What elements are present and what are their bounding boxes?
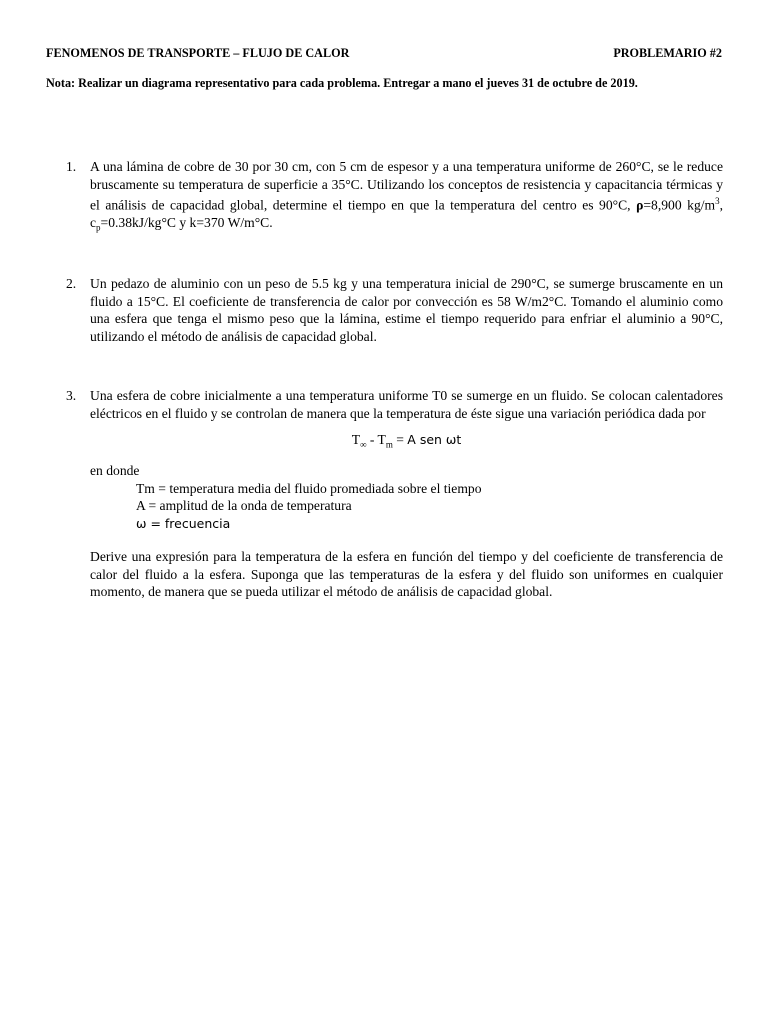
course-title: FENOMENOS DE TRANSPORTE – FLUJO DE CALOR (46, 46, 350, 60)
problem-1-text: A una lámina de cobre de 30 por 30 cm, con 5 cm de espesor y a una temperatura uniforme de 260°C, se le reduce bruscamente su temperatura de superficie a 35°C. Utilizando los conceptos de resistencia y capacitancia térmicas y el análisis de capacidad global, determine el tiempo en que la temperatura del centro es 90°C, (90, 159, 723, 213)
problem-1 (66, 158, 723, 237)
cp-subscript: p (96, 222, 101, 233)
problem-set-title: PROBLEMARIO #2 (613, 46, 722, 60)
definition-omega: ω = frecuencia (136, 515, 231, 531)
cp-prefix: , c (90, 197, 723, 231)
density-symbol: ρ (636, 197, 644, 213)
problem-1-properties: =0.38kJ/kg°C y k=370 W/m°C. (100, 215, 273, 231)
problem-text (90, 158, 723, 237)
instructions-note: Nota: Realizar un diagrama representativo para cada problema. Entregar a mano el jueves 31 de octubre de 2019. (46, 76, 638, 90)
definitions-list (136, 480, 723, 533)
problem-number: 1. (66, 159, 77, 174)
definition-a: A = amplitud de la onda de temperatura (136, 498, 352, 514)
problem-3 (66, 387, 723, 601)
minus-tm: - T (366, 432, 386, 447)
problem-3-intro: Una esfera de cobre inicialmente a una temperatura uniforme T0 se sumerge en un fluido. Se colocan calentadores eléctricos en el fluido y se controlan de manera que la temperatura de éste sigue una variación periódica dada por (90, 388, 723, 421)
t-inf-symbol: T (351, 432, 360, 447)
problem-2-text: Un pedazo de aluminio con un peso de 5.5 kg y una temperatura inicial de 290°C, se sumerge bruscamente en un fluido a 15°C. El coeficiente de transferencia de calor por convección es 58 W/m2°C. Tomando el aluminio como una esfera que tenga el mismo peso que la lámina, estime el tiempo requerido para enfriar el aluminio a 90°C, utilizando el método de análisis de capacidad global. (90, 276, 723, 344)
problem-number: 3. (66, 388, 77, 403)
en-donde-label: en donde (90, 463, 140, 479)
t-inf-subscript: ∞ (360, 439, 367, 450)
equation-rhs: A sen ωt (407, 432, 462, 447)
temperature-equation (90, 431, 723, 454)
equals-sign: = (392, 432, 408, 447)
problem-3-body (90, 387, 723, 601)
problem-number: 2. (66, 276, 77, 291)
cube-exponent: 3 (715, 196, 720, 206)
definition-tm: Tm = temperatura media del fluido promediada sobre el tiempo (136, 480, 482, 496)
document-header (46, 46, 722, 61)
density-value: =8,900 kg/m (643, 197, 716, 213)
problem-3-conclusion: Derive una expresión para la temperatura de la esfera en función del tiempo y del coeficiente de transferencia de calor del fluido a la esfera. Suponga que las temperaturas de la esfera y del fluido son uniformes en cualquier momento, de manera que se pueda utilizar el método de análisis de capacidad global. (90, 549, 723, 600)
problem-2 (66, 275, 723, 345)
tm-subscript: m (385, 439, 393, 450)
